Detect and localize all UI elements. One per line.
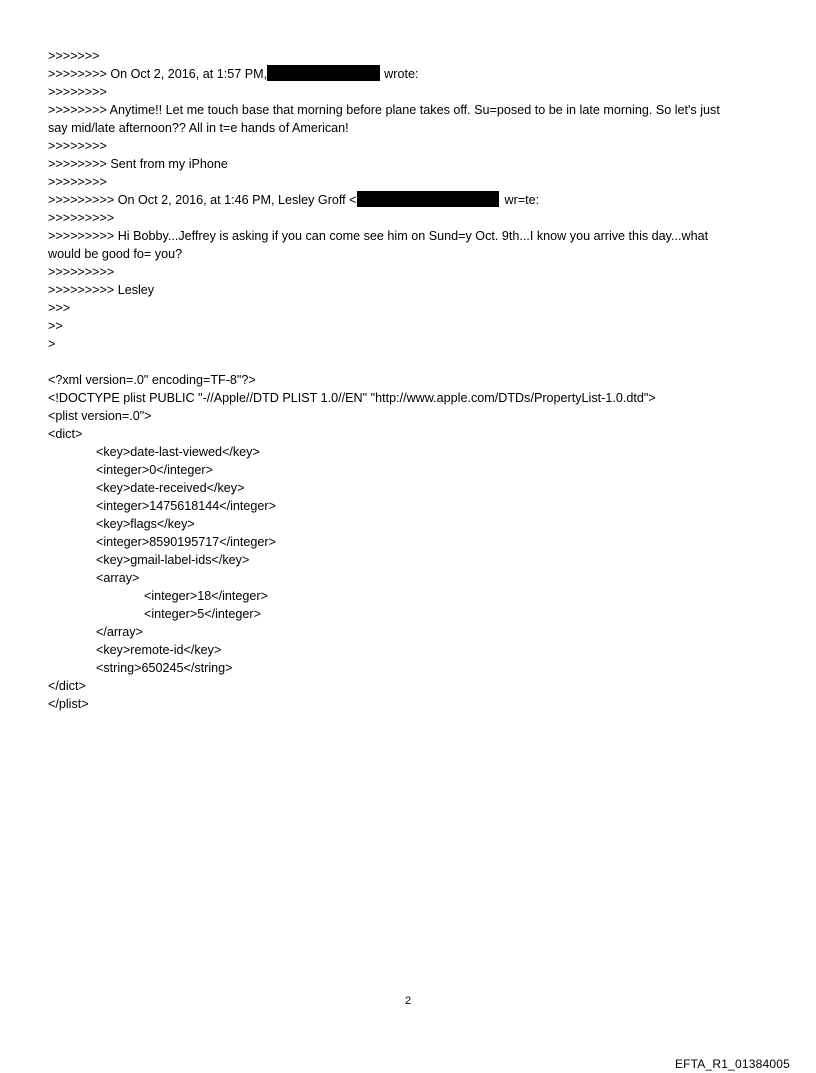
plist-line: <integer>8590195717</integer> [96,535,276,549]
plist-line: </dict> [48,679,86,693]
plist-line: <?xml version=.0" encoding=TF-8"?> [48,373,256,387]
quote-line: >>>>>>>> Anytime!! Let me touch base that morning before plane takes off. Su=posed to be in late morning. So let's just [48,103,720,117]
plist-line: <integer>0</integer> [96,463,213,477]
plist-line: <plist version=.0"> [48,409,152,423]
plist-line: <integer>1475618144</integer> [96,499,276,513]
plist-line: <string>650245</string> [96,661,233,675]
plist-line: <array> [96,571,140,585]
plist-line: <integer>5</integer> [144,607,261,621]
plist-line: </array> [96,625,143,639]
quote-line: >>>>>>>>> [48,211,115,225]
page-number: 2 [404,995,412,1007]
quote-header-line [48,65,418,83]
redaction-block [267,65,380,81]
quote-line: >>>>>>>> [48,85,107,99]
quote-line: would be good fo= you? [48,247,183,261]
plist-line: <key>flags</key> [96,517,195,531]
plist-line: <key>date-last-viewed</key> [96,445,260,459]
quote-header-text: >>>>>>>> On Oct 2, 2016, at 1:57 PM, [48,67,268,81]
plist-line: <integer>18</integer> [144,589,268,603]
quote-header-suffix: wrote: [384,67,419,81]
quote-line: >>> [48,301,71,315]
redaction-block [357,191,499,207]
quote-header-suffix: wr=te: [504,193,540,207]
plist-line: <key>gmail-label-ids</key> [96,553,250,567]
quote-line: >>>>>>>>> Hi Bobby...Jeffrey is asking if you can come see him on Sund=y Oct. 9th...I know you arrive this day...what [48,229,709,243]
quote-line: >> [48,319,63,333]
plist-line: <key>date-received</key> [96,481,245,495]
plist-line: </plist> [48,697,89,711]
quote-line: >>>>>>>> Sent from my iPhone [48,157,228,171]
quote-line: >>>>>>>>> Lesley [48,283,155,297]
quote-line: >>>>>>>> [48,139,107,153]
quote-line: > [48,337,56,351]
quote-line: >>>>>>> [48,49,100,63]
quote-line: >>>>>>>> [48,175,107,189]
bates-number: EFTA_R1_01384005 [674,1057,790,1071]
quote-header-line [48,191,539,209]
quote-line: say mid/late afternoon?? All in t=e hands of American! [48,121,349,135]
plist-line: <key>remote-id</key> [96,643,222,657]
plist-line: <!DOCTYPE plist PUBLIC "-//Apple//DTD PLIST 1.0//EN" "http://www.apple.com/DTDs/PropertyList-1.0.dtd"> [48,391,656,405]
quote-line: >>>>>>>>> [48,265,115,279]
quote-header-text: >>>>>>>>> On Oct 2, 2016, at 1:46 PM, Lesley Groff < [48,193,357,207]
plist-line: <dict> [48,427,83,441]
